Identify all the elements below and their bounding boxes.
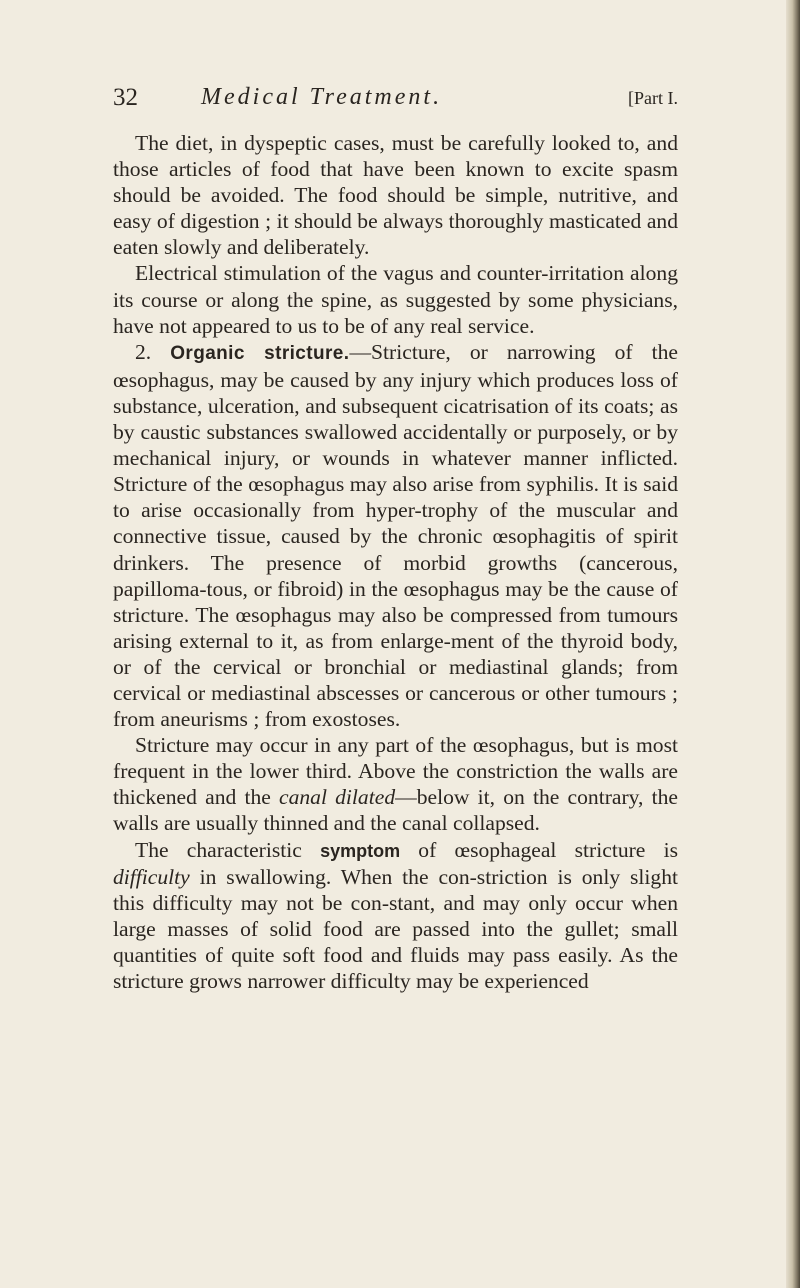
page-edge-shadow (786, 0, 800, 1288)
paragraph-stricture-location (113, 732, 678, 836)
body-text (113, 130, 678, 994)
section-heading: Organic stricture. (170, 342, 350, 364)
text-run: Stricture may occur in any part of the œsophagus, but is most frequent in the lower third. Above the constriction the walls are thickened and the (113, 733, 678, 810)
paragraph-electrical-stimulation: Electrical stimulation of the vagus and counter-irritation along its course or along the spine, as suggested by some physicians, have not appeared to us to be of any real service. (113, 261, 678, 338)
italic-term: difficulty (113, 864, 190, 889)
section-text: —Stricture, or narrowing of the œsophagus, may be caused by any injury which produces loss of substance, ulceration, and subsequent cicatrisation of its coats; as by caustic substances swallowed accidentally or purposely, or by mechanical injury, or wounds in whatever manner inflicted. Stricture of the œsophagus may also arise from syphilis. It is said to arise occasionally from hyper-trophy of the muscular and connective tissue, caused by the chronic œsophagitis of spirit drinkers. The presence of morbid growths (cancerous, papilloma-tous, or fibroid) in the œsophagus may be the cause of stricture. The œsophagus may also be compressed from tumours arising external to it, as from enlarge-ment of the thyroid body, or of the cervical or bronchial or mediastinal glands; from cervical or mediastinal abscesses or cancerous or other tumours ; from aneurisms ; from exostoses. (113, 339, 678, 732)
paragraph-diet: The diet, in dyspeptic cases, must be carefully looked to, and those articles of food that have been known to excite spasm should be avoided. The food should be simple, nutritive, and easy of digestion ; it should be always thoroughly masticated and eaten slowly and deliberately. (113, 131, 678, 260)
text-run: —below it, on the contrary, the walls are usually thinned and the canal collapsed. (113, 785, 678, 836)
part-label: [Part I. (628, 88, 678, 108)
italic-term: canal dilated (279, 785, 396, 810)
running-title: Medical Treatment. (201, 84, 443, 110)
page-number: 32 (113, 84, 138, 111)
section-number: 2. (135, 339, 152, 364)
text-run: The characteristic (135, 837, 321, 862)
running-head (113, 84, 678, 118)
bold-term: symptom (320, 840, 401, 861)
text-run: in swallowing. When the con-striction is only slight this difficulty may not be con-stant, and may only occur when large masses of solid food are passed into the gullet; small quantities of quite soft food and fluids may pass easily. As the stricture grows narrower difficulty may be experienced (113, 864, 678, 993)
paragraph-organic-stricture (113, 339, 678, 732)
paragraph-symptom (113, 837, 678, 995)
text-run: of œsophageal stricture is (400, 837, 678, 862)
